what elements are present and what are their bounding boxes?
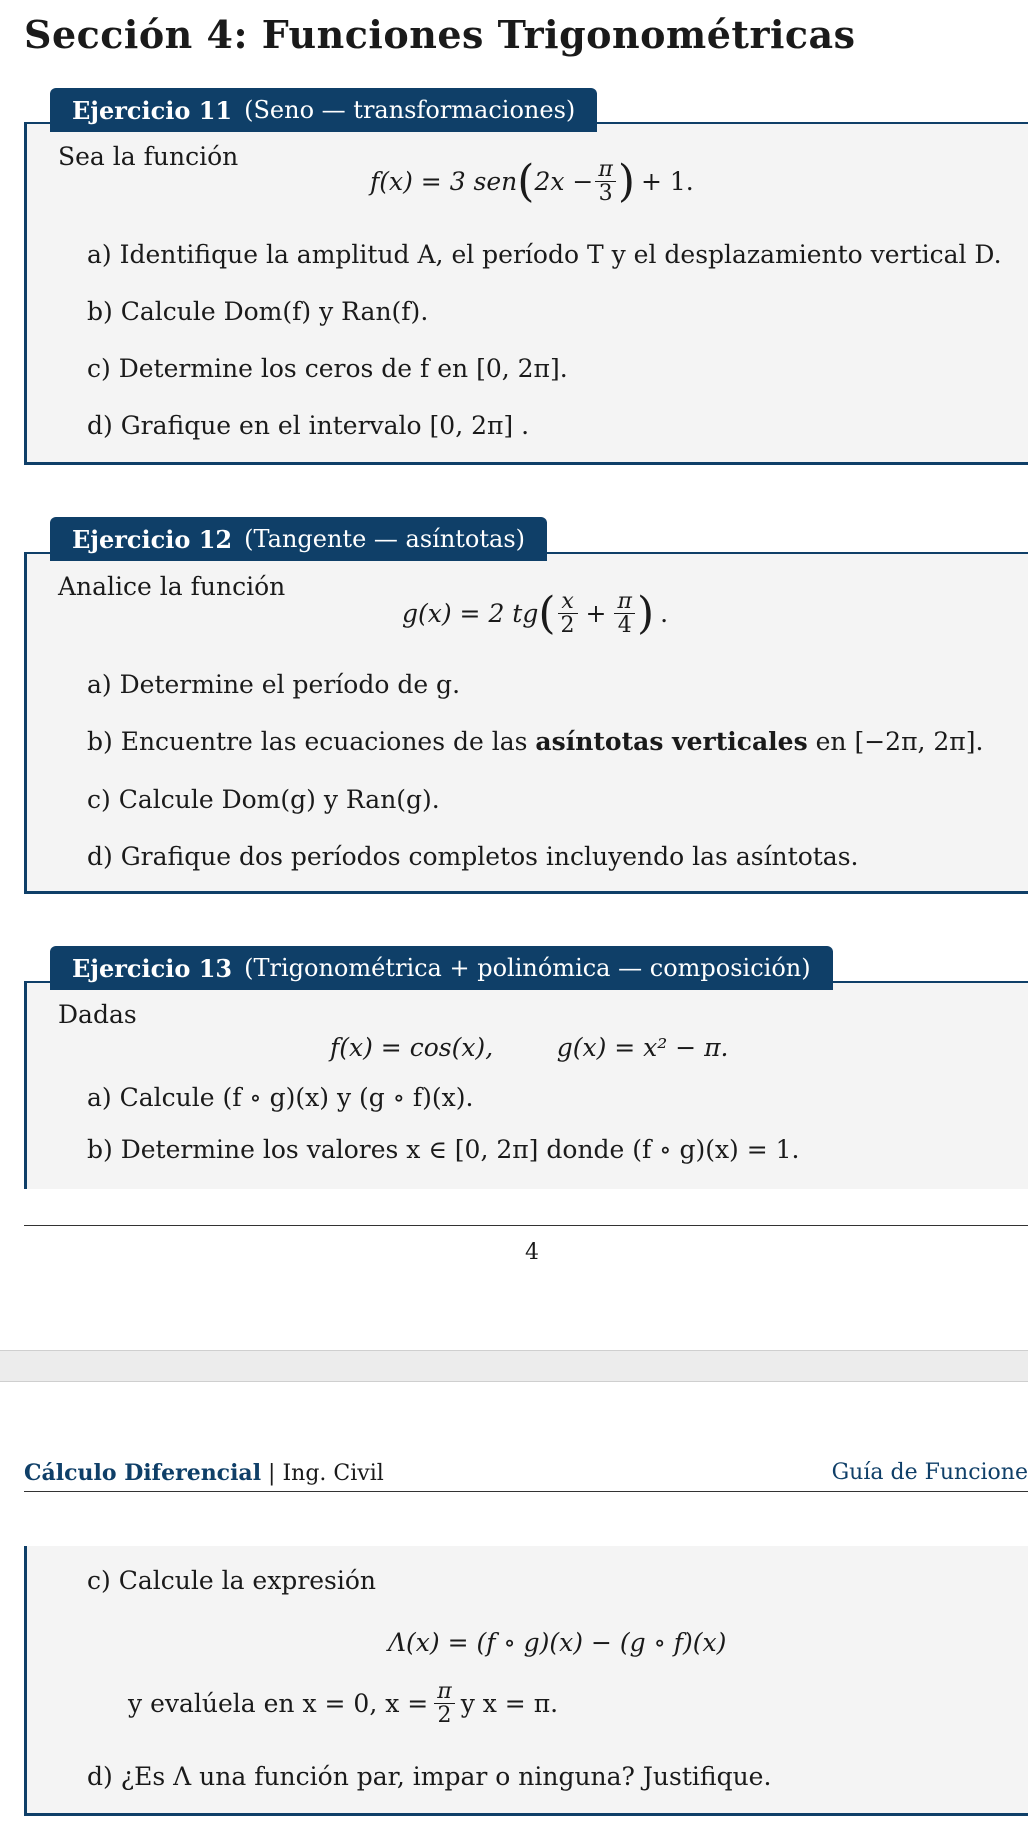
footer-rule [24,1225,1028,1226]
exercise-13-item-c: c) Calcule la expresión [87,1566,377,1595]
exercise-12-item-a: a) Determine el período de g. [87,670,461,699]
exercise-12-label: Ejercicio 12 [72,524,233,554]
exercise-13-subtitle: (Trigonométrica + polinómica — composición) [244,954,811,982]
item-b-text-pre: b) Encuentre las ecuaciones de las [87,727,536,756]
lambda-formula: Λ(x) = (f ∘ g)(x) − (g ∘ f)(x) [388,1628,727,1657]
frac-num: π [434,1680,454,1704]
exercise-12-formula [402,587,669,639]
exercise-11-item-d: d) Grafique en el intervalo [0, 2π] . [87,411,530,440]
exercise-11-item-b: b) Calcule Dom(f) y Ran(f). [87,297,429,326]
exercise-11-subtitle: (Seno — transformaciones) [244,96,576,124]
plus-sign: + [585,599,607,629]
exercise-13-item-b: b) Determine los valores x ∈ [0, 2π] donde (f ∘ g)(x) = 1. [87,1135,800,1164]
frac-den: 2 [437,1703,452,1729]
exercise-12-item-b [87,727,983,756]
eval-pre: y evalúela en x = 0, x = [128,1689,429,1719]
formula-lhs: f(x) = 3 sen [370,167,518,197]
eval-post: y x = π. [460,1689,559,1719]
frac-num: x [558,590,578,614]
course-subtitle: | Ing. Civil [261,1461,384,1486]
exercise-11-item-c: c) Determine los ceros de f en [0, 2π]. [87,354,568,383]
paren-close: ) [617,155,635,207]
exercise-13-item-d: d) ¿Es Λ una función par, impar o ninguna? Justifique. [87,1762,772,1791]
exercise-12-tab [50,517,547,561]
exercise-11-intro: Sea la función [58,142,239,171]
course-title: Cálculo Diferencial [24,1460,262,1486]
frac-num: π [614,590,634,614]
exercise-13-item-a: a) Calcule (f ∘ g)(x) y (g ∘ f)(x). [87,1083,474,1112]
running-header-right: Guía de Funcione [831,1460,1028,1485]
formula-lhs: g(x) = 2 tg [402,599,539,629]
exercise-12-intro: Analice la función [58,572,286,601]
frac-den: 4 [617,613,632,639]
exercise-11-formula [370,155,694,207]
exercise-13-label: Ejercicio 13 [72,953,233,983]
formula-tail: . [660,599,669,629]
header-rule [24,1491,1028,1492]
exercise-12-subtitle: (Tangente — asíntotas) [244,525,526,553]
formula-a: 2x − [534,167,594,197]
item-b-bold: asíntotas verticales [535,727,808,756]
fraction-pi-3 [595,158,615,205]
fraction-pi-4 [614,590,634,637]
page-number: 4 [525,1240,539,1265]
paren-open: ( [538,587,556,639]
formula-tail: + 1. [641,167,694,197]
page-gap [0,1350,1028,1382]
exercise-12-item-c: c) Calcule Dom(g) y Ran(g). [87,785,440,814]
exercise-11-tab [50,88,597,132]
exercise-11-item-a: a) Identifique la amplitud A, el período T y el desplazamiento vertical D. [87,240,1002,269]
frac-den: 2 [560,613,575,639]
frac-num: π [595,158,615,182]
fraction-pi-2 [434,1680,454,1727]
fraction-x-2 [558,590,578,637]
frac-den: 3 [598,181,613,207]
exercise-12-item-d: d) Grafique dos períodos completos incluyendo las asíntotas. [87,842,859,871]
exercise-11-label: Ejercicio 11 [72,95,233,125]
exercise-13-formula: f(x) = cos(x), g(x) = x² − π. [330,1033,729,1062]
running-header-left [24,1460,384,1486]
item-b-text-post: en [−2π, 2π]. [807,727,984,756]
evaluation-line [128,1680,558,1727]
exercise-13-intro: Dadas [58,1000,137,1029]
paren-open: ( [517,155,535,207]
exercise-13-tab [50,946,833,990]
section-title: Sección 4: Funciones Trigonométricas [24,12,856,57]
paren-close: ) [636,587,655,639]
